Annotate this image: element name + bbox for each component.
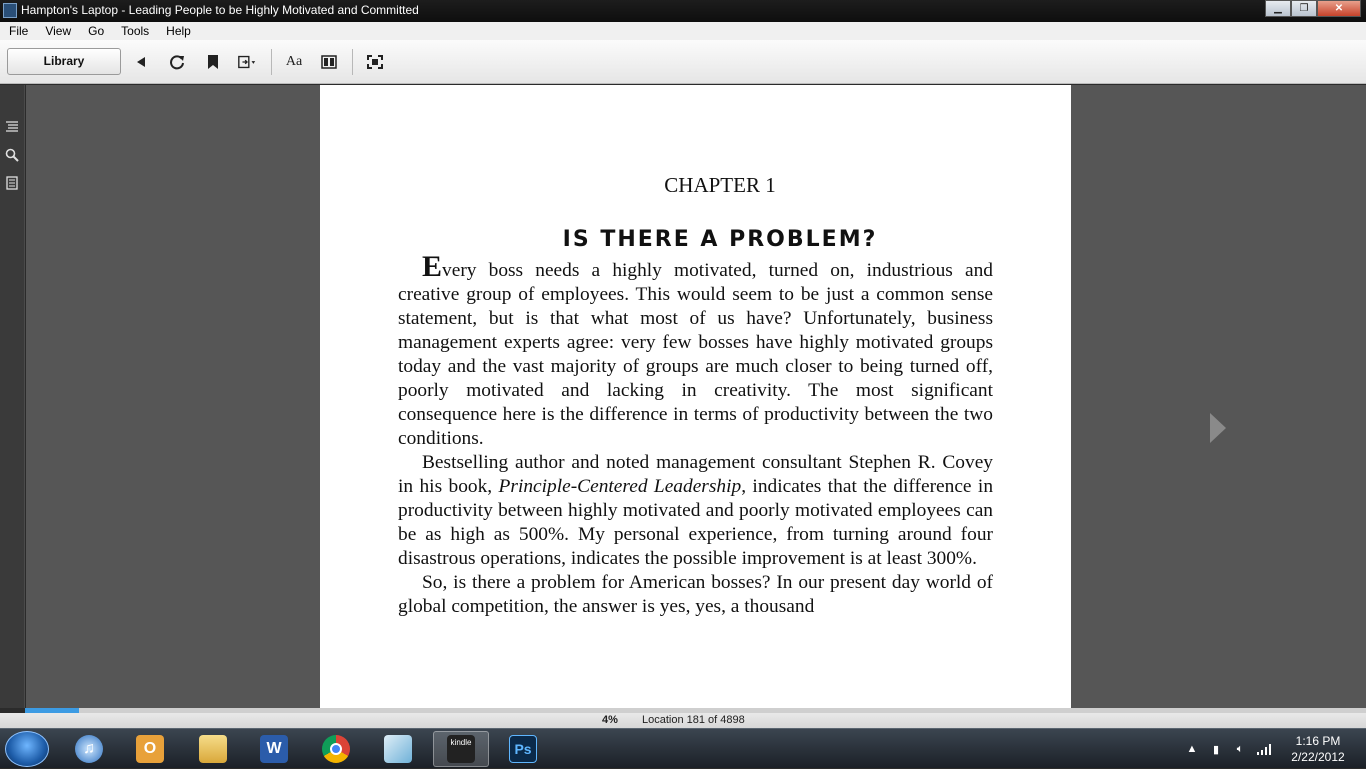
bookmark-icon[interactable] — [203, 52, 223, 72]
reading-pane — [26, 85, 1366, 708]
toolbar — [0, 40, 1366, 84]
window-controls — [1265, 0, 1361, 18]
menu-go[interactable]: Go — [88, 24, 105, 38]
progress-percent: 4% — [602, 714, 618, 726]
location-indicator: Location 181 of 4898 — [642, 714, 745, 726]
toolbar-divider — [352, 49, 353, 75]
chapter-title: IS THERE A PROBLEM? — [562, 227, 878, 252]
book-page[interactable] — [320, 85, 1071, 708]
chapter-label: CHAPTER 1 — [664, 173, 776, 197]
photoshop-taskbar-icon[interactable]: Ps — [495, 731, 551, 767]
search-icon[interactable] — [5, 148, 19, 162]
paragraph — [398, 250, 993, 451]
explorer-taskbar-icon[interactable] — [185, 731, 241, 767]
menu-bar — [0, 22, 1366, 40]
book-text — [398, 250, 994, 619]
paragraph-text: , indicates that the difference in productivity between highly motivated and poorly motivated employees can be as high as 500%. My personal experience, from turning around four disastrous operations, indicates the possible improvement is at least 300%. — [398, 476, 994, 569]
volume-icon[interactable]: 🔈︎ — [1236, 742, 1244, 755]
kindle-taskbar-icon[interactable]: kindle — [433, 731, 489, 767]
network-signal-icon[interactable] — [1256, 741, 1272, 757]
window-title: Hampton's Laptop - Leading People to be Highly Motivated and Committed — [21, 3, 419, 17]
library-button[interactable]: Library — [7, 48, 121, 75]
title-bar — [0, 0, 1366, 22]
status-bar — [0, 713, 1366, 728]
word-taskbar-icon[interactable]: W — [246, 731, 302, 767]
outlook-taskbar-icon[interactable]: O — [122, 731, 178, 767]
clock-date[interactable]: 2/22/2012 — [1291, 750, 1345, 764]
clock-time[interactable]: 1:16 PM — [1295, 734, 1341, 748]
fullscreen-icon[interactable] — [365, 52, 385, 72]
notes-taskbar-icon[interactable] — [370, 731, 426, 767]
chrome-taskbar-icon[interactable] — [308, 731, 364, 767]
paragraph — [398, 451, 993, 571]
left-sidebar — [0, 85, 25, 708]
menu-help[interactable]: Help — [166, 24, 191, 38]
itunes-taskbar-icon[interactable]: ♫ — [61, 731, 117, 767]
restore-button[interactable]: ❐ — [1291, 0, 1317, 17]
menu-tools[interactable]: Tools — [121, 24, 150, 38]
show-hidden-icons-icon[interactable]: ▲ — [1186, 743, 1198, 755]
toc-icon[interactable] — [5, 120, 19, 134]
paragraph — [398, 571, 993, 619]
power-icon[interactable]: ▮ — [1212, 743, 1220, 756]
toolbar-divider — [271, 49, 272, 75]
close-button[interactable]: ✕ — [1317, 0, 1361, 17]
menu-view[interactable]: View — [45, 24, 72, 38]
paragraph-text: So, is there a problem for American bosses? In our present day world of global competition, the answer is yes, yes, a thousand — [398, 572, 993, 617]
start-button[interactable] — [5, 731, 49, 767]
kindle-app-icon[interactable] — [3, 3, 17, 18]
notes-icon[interactable] — [5, 176, 19, 190]
font-settings-icon[interactable]: Aa — [285, 54, 303, 69]
goto-icon[interactable] — [237, 52, 257, 72]
menu-file[interactable]: File — [9, 24, 29, 38]
windows-taskbar — [0, 728, 1366, 768]
columns-icon[interactable] — [319, 52, 339, 72]
drop-cap: E — [422, 250, 443, 283]
sync-icon[interactable] — [167, 52, 187, 72]
paragraph-text: very boss needs a highly motivated, turned on, industrious and creative group of employees. This would seem to be just a common sense statement, but is that what most of us have? Unfortunately, business management experts agree: very few bosses have highly motivated groups today and the vast majority of groups are much closer to being turned off, poorly motivated and lacking in creativity. The most significant consequence here is the difference in terms of productivity between the two conditions. — [398, 260, 993, 449]
book-title-italic: Principle-Centered Leadership — [498, 476, 742, 497]
paragraph-text: Bestselling author and noted management consultant Stephen R. Covey in his book, — [398, 452, 993, 497]
minimize-button[interactable]: ▁ — [1265, 0, 1291, 17]
next-page-arrow-icon[interactable] — [1208, 411, 1228, 445]
back-icon[interactable] — [131, 52, 151, 72]
